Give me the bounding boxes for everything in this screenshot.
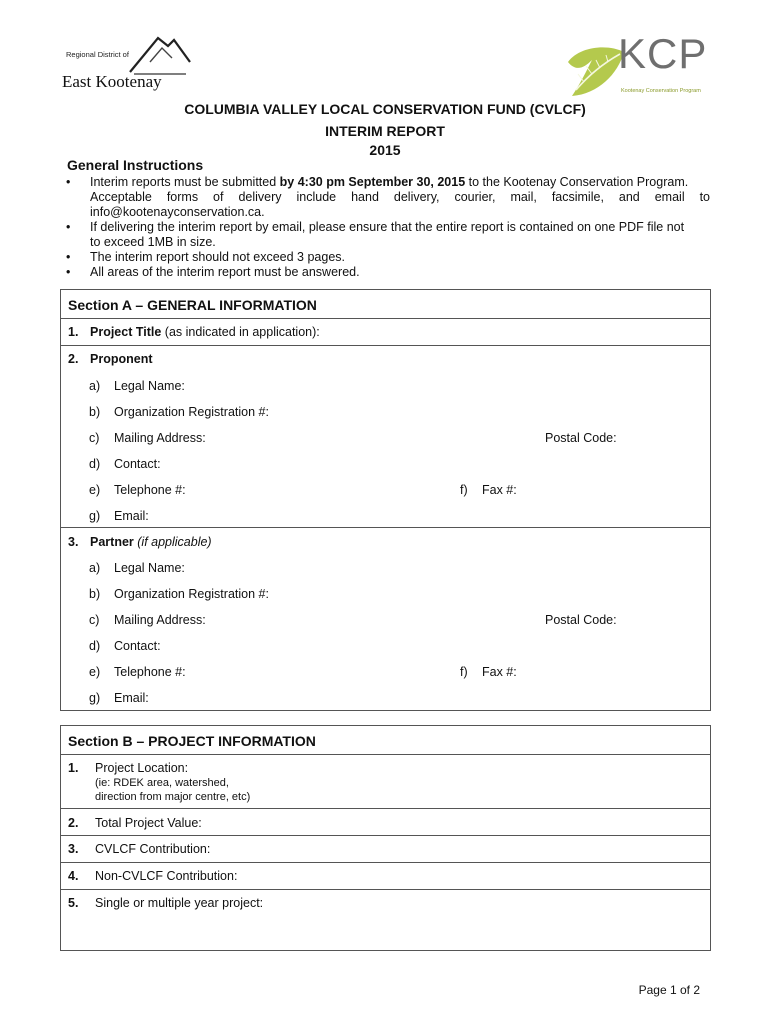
project-title-note: (as indicated in application): bbox=[161, 325, 320, 339]
field-letter: f) bbox=[460, 483, 468, 497]
partner-label bbox=[90, 535, 212, 549]
proponent-mailing-address-field[interactable]: Mailing Address: bbox=[114, 431, 206, 445]
instruction-text: Interim reports must be submitted bbox=[90, 175, 280, 189]
field-letter: d) bbox=[89, 457, 101, 471]
field-letter: g) bbox=[89, 509, 101, 523]
project-location-field[interactable]: Project Location: bbox=[95, 761, 189, 775]
proponent-registration-field[interactable]: Organization Registration #: bbox=[114, 405, 269, 419]
instruction-deadline: by 4:30 pm September 30, 2015 bbox=[279, 175, 466, 189]
instructions-list bbox=[66, 175, 710, 280]
partner-mailing-address-field[interactable]: Mailing Address: bbox=[114, 613, 206, 627]
project-location-hint: (ie: RDEK area, watershed, bbox=[95, 777, 229, 789]
partner-fax-field[interactable]: Fax #: bbox=[482, 665, 517, 679]
total-project-value-field[interactable]: Total Project Value: bbox=[95, 816, 202, 830]
project-title-label: Project Title bbox=[90, 325, 162, 339]
instruction-text: • If delivering the interim report by email, please ensure that the entire report is contained on one PDF file not bbox=[90, 220, 685, 234]
kcp-logo bbox=[562, 30, 722, 104]
field-letter: c) bbox=[89, 613, 100, 627]
b-row-number: 5. bbox=[68, 896, 79, 910]
project-location-hint: direction from major centre, etc) bbox=[95, 791, 251, 803]
proponent-legal-name-field[interactable]: Legal Name: bbox=[114, 379, 185, 393]
q3-number: 3. bbox=[68, 535, 79, 549]
proponent-email-field[interactable]: Email: bbox=[114, 509, 149, 523]
section-b-heading: Section B – PROJECT INFORMATION bbox=[68, 733, 316, 749]
b-row-number: 4. bbox=[68, 869, 79, 883]
instruction-item bbox=[66, 265, 710, 280]
partner-postal-code-field[interactable]: Postal Code: bbox=[545, 613, 617, 627]
b-row-number: 1. bbox=[68, 761, 79, 775]
field-letter: f) bbox=[460, 665, 468, 679]
q1-number: 1. bbox=[68, 325, 79, 339]
kcp-letters: KCP bbox=[618, 30, 708, 77]
field-letter: c) bbox=[89, 431, 100, 445]
rdek-name: East Kootenay bbox=[62, 72, 162, 91]
form-subtitle: INTERIM REPORT bbox=[325, 123, 445, 139]
partner-note: (if applicable) bbox=[133, 535, 212, 549]
project-duration-field[interactable]: Single or multiple year project: bbox=[95, 896, 264, 910]
instruction-item bbox=[66, 175, 710, 220]
form-year: 2015 bbox=[369, 142, 401, 158]
non-cvlcf-contribution-field[interactable]: Non-CVLCF Contribution: bbox=[95, 869, 238, 883]
proponent-contact-field[interactable]: Contact: bbox=[114, 457, 161, 471]
form-title: COLUMBIA VALLEY LOCAL CONSERVATION FUND (CVLCF) bbox=[184, 101, 586, 117]
partner-registration-field[interactable]: Organization Registration #: bbox=[114, 587, 269, 601]
partner-label-text: Partner bbox=[90, 535, 134, 549]
proponent-label: Proponent bbox=[90, 352, 153, 366]
field-letter: g) bbox=[89, 691, 101, 705]
instruction-text: to the Kootenay Conservation Program. bbox=[465, 175, 689, 189]
page-number: Page 1 of 2 bbox=[638, 983, 700, 997]
instruction-item bbox=[66, 250, 710, 265]
instruction-text: • All areas of the interim report must be answered. bbox=[90, 265, 360, 279]
section-a-heading: Section A – GENERAL INFORMATION bbox=[68, 297, 317, 313]
kcp-subtitle: Kootenay Conservation Program bbox=[621, 88, 701, 94]
project-title-field[interactable] bbox=[90, 325, 320, 339]
rdek-logo bbox=[62, 32, 192, 94]
instruction-text: • The interim report should not exceed 3 pages. bbox=[90, 250, 346, 264]
b-row-number: 3. bbox=[68, 842, 79, 856]
field-letter: a) bbox=[89, 561, 101, 575]
cvlcf-contribution-field[interactable]: CVLCF Contribution: bbox=[95, 842, 211, 856]
q2-number: 2. bbox=[68, 352, 79, 366]
instruction-email: info@kootenayconservation.ca. bbox=[90, 205, 265, 219]
instruction-item bbox=[66, 220, 710, 250]
b-row-number: 2. bbox=[68, 816, 79, 830]
proponent-fax-field[interactable]: Fax #: bbox=[482, 483, 517, 497]
proponent-telephone-field[interactable]: Telephone #: bbox=[114, 483, 186, 497]
section-a bbox=[60, 289, 711, 711]
instructions-heading: General Instructions bbox=[67, 157, 204, 173]
proponent-postal-code-field[interactable]: Postal Code: bbox=[545, 431, 617, 445]
partner-legal-name-field[interactable]: Legal Name: bbox=[114, 561, 185, 575]
partner-telephone-field[interactable]: Telephone #: bbox=[114, 665, 186, 679]
partner-email-field[interactable]: Email: bbox=[114, 691, 149, 705]
field-letter: a) bbox=[89, 379, 101, 393]
mountain-logo-icon bbox=[128, 32, 192, 76]
field-letter: b) bbox=[89, 405, 101, 419]
field-letter: e) bbox=[89, 665, 101, 679]
instruction-text: Acceptable forms of delivery include hand delivery, courier, mail, facsimile, and email to bbox=[90, 190, 710, 204]
rdek-small-text: Regional District of bbox=[66, 50, 129, 59]
field-letter: e) bbox=[89, 483, 101, 497]
partner-contact-field[interactable]: Contact: bbox=[114, 639, 161, 653]
section-b bbox=[60, 725, 711, 951]
instruction-text: to exceed 1MB in size. bbox=[90, 235, 216, 249]
field-letter: d) bbox=[89, 639, 101, 653]
field-letter: b) bbox=[89, 587, 101, 601]
